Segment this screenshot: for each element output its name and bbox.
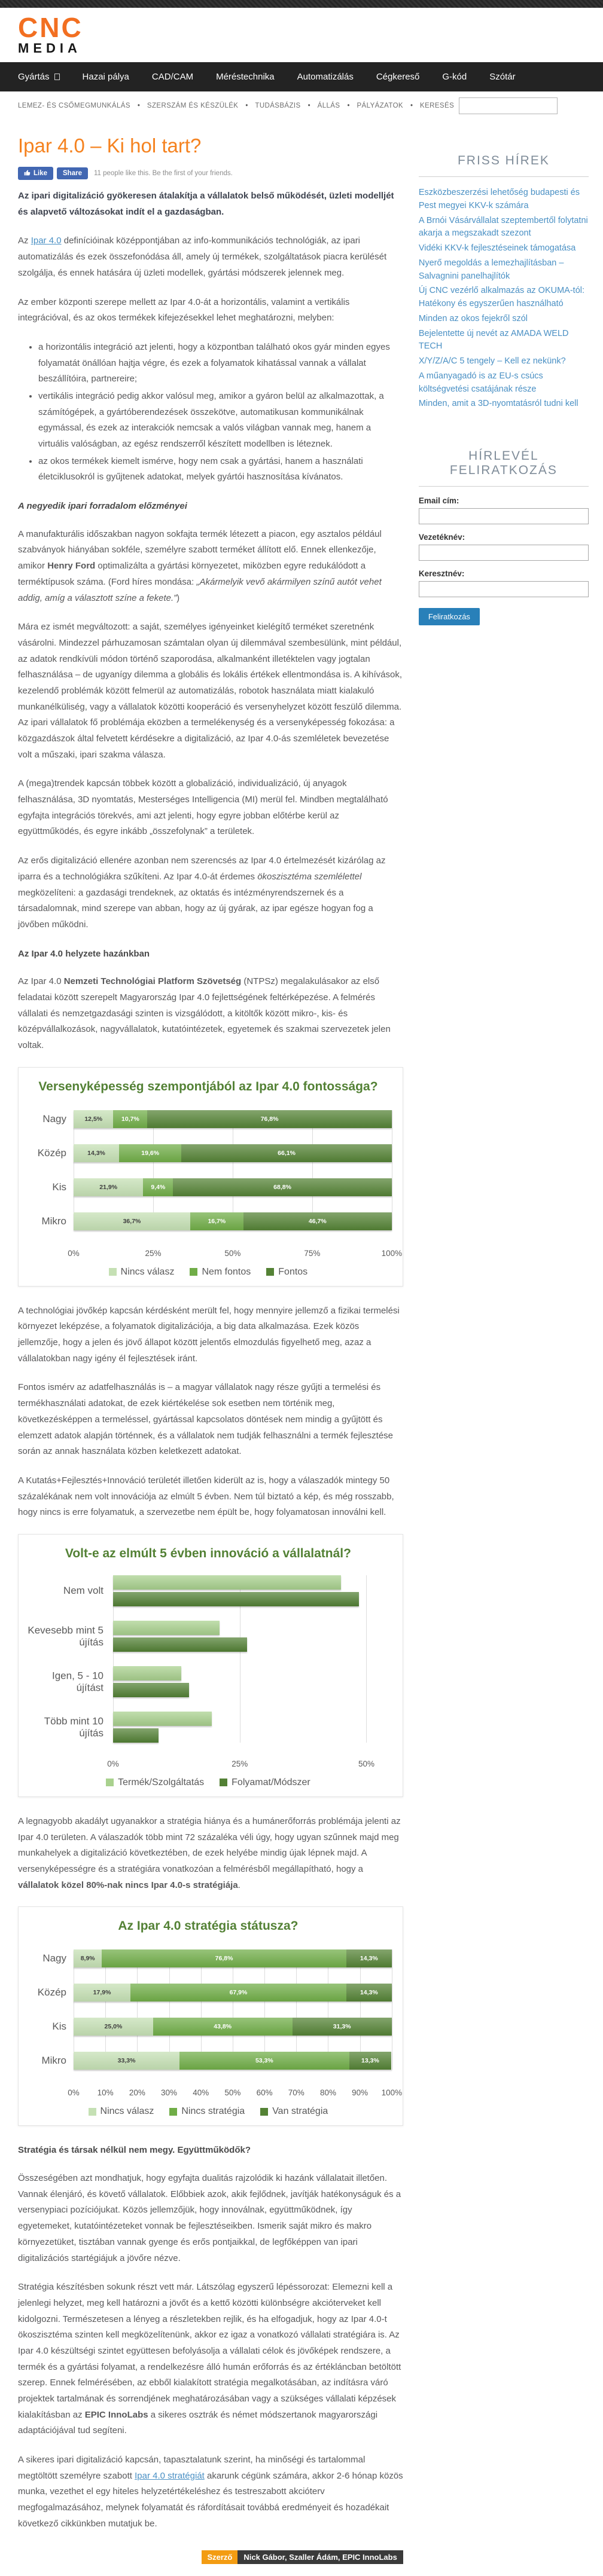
bar-value-label: 10,7% <box>121 1115 139 1123</box>
x-tick-label: 10% <box>97 2088 114 2098</box>
text-segment: ) <box>176 592 180 603</box>
bullet-separator: • <box>307 102 310 110</box>
nav-item-0[interactable] <box>18 72 60 82</box>
nav-item-4[interactable] <box>297 72 354 82</box>
chart-row <box>52 2018 392 2036</box>
facebook-social-row <box>18 167 403 180</box>
legend-item <box>106 1777 204 1788</box>
bar-value-label: 12,5% <box>84 1115 103 1123</box>
news-link-2[interactable]: Vidéki KKV-k fejlesztéseinek támogatása <box>418 243 576 253</box>
bar-value-label: 67,9% <box>229 1989 248 1997</box>
legend-item <box>260 2106 328 2117</box>
text-segment: Az ember központi szerepe mellett az Ipar 4.0-át a horizontális, valamint a vertikális integrációval, és az okos termékek kifejezésekkel lehet meghatározni, melyben: <box>18 297 350 323</box>
legend-item <box>89 2106 154 2117</box>
text-segment: Mára ez ismét megváltozott: a saját, személyes igényeinket kielégítő terméket szeretnénk vásárolni. Mindezzel párhuzamosan számtalan olyan új dilemmával szembesülünk, mint például, az adatok rendkívüli módon történő szaporodása, alkalmanként illetéktelen vagy jogtalan felhasználása – de ugyanígy dilemma a globális és lokális értékek ellentmondása is. A kihívások, kezelendő problémák között felmerül az automatizálás, robotok használata miatt kialakuló munkanélküliség, vagy a vállalatok közötti kooperáció és versenyhelyzet között feszülő dilemma. Az ipari vállalatok fő problémája eközben a termelékenység és a versenyképesség fokozása: a közgazdászok által felvetett kérdésekre a digitalizáció, az Ipar 4.0-ás szemléletek bevezetése volt a műszaki, ipari szakma válasza. <box>18 622 403 760</box>
bar-value-label: 53,3% <box>255 2057 273 2065</box>
bar <box>113 1683 189 1697</box>
text-segment: Összeségében azt mondhatjuk, hogy egyfajta dualitás rajzolódik ki hazánk vállalatait illetően. Vannak élenjáró, és követő vállalatok. Előbbiek azok, akik fejlődnek, javítják hatékonyságuk és a versenypiaci pozíciójukat. Közös jellemzőjük, hogy innoválnak, együttműködnek, így egyetemeket, kutatóintézeteket vonnak be fejlesztéseikben. Ismerik saját mikro és makro környezetüket, tisztában vannak gyenge és erős pontjaikkal, de legfőképpen van ipari digitalizációs startégiájuk a jövőre nézve. <box>18 2173 401 2263</box>
newsletter-field-label: Vezetéknév: <box>418 533 465 542</box>
x-tick-label: 50% <box>224 2088 241 2098</box>
x-tick-label: 50% <box>224 1248 241 1258</box>
bar-value-label: 25,0% <box>104 2023 123 2031</box>
news-link-3[interactable]: Nyerő megoldás a lemezhajlításban – Salvagnini panelhajlítók <box>418 258 564 281</box>
bar-segment <box>346 1984 392 2001</box>
text-segment: A technológiai jövőkép kapcsán kérdésként merült fel, hogy mennyire jellemző a fizikai termelési környezet leképzése, a folyamatok digitalizációja, a big data alkalmazása. Ezek közös jellemzője, hogy a jelen és jövő állapot között jelentős elmozdulás figyelhető meg, azaz a vállalatokban nagy igény él fejlesztések iránt. <box>18 1305 400 1364</box>
chart-bar-group <box>63 1575 392 1606</box>
bar <box>113 1621 220 1635</box>
legend-item <box>190 1267 251 1278</box>
bar-segment <box>181 1144 392 1162</box>
bar-value-label: 9,4% <box>151 1183 166 1191</box>
text-segment: ökoszisztéma szemlélettel <box>257 871 362 882</box>
paragraph <box>18 295 403 326</box>
bar-segment <box>119 1144 181 1162</box>
bar-value-label: 17,9% <box>93 1989 111 1997</box>
chart-plot-area <box>37 1949 392 2070</box>
text-segment: A (mega)trendek kapcsán többek között a globalizáció, individualizáció, új anyagok felhasználása, 3D nyomtatás, Mesterséges Intelligencia (MI) merül fel. Mindben megtalálható egyfajta integrációs törekvés, ami azt jelenti, hogy egyre jobban előtérbe kerül az együttműködés, és egyre inkább „összefolynak” a területek. <box>18 778 388 837</box>
nav-item-label: Méréstechnika <box>216 72 275 82</box>
news-link-7[interactable]: X/Y/Z/A/C 5 tengely – Kell ez nekünk? <box>418 356 566 366</box>
bar-value-label: 8,9% <box>80 1955 95 1963</box>
paragraph <box>18 2171 403 2266</box>
category-label: Közép <box>37 1987 66 1999</box>
bar <box>113 1712 212 1726</box>
secondary-navigation <box>0 91 603 119</box>
text-segment: Fontos ismérv az adatfelhasználás is – a magyar vállalatok nagy része gyűjti a termelési és termékhasználati adatokat, de ezek kiértékelése sok esetben nem történik meg, következésképpen a termeléssel, gyártással kapcsolatos döntések nem mindig a gyűjtött és elemzett adatok alapján történnek, és a vállalatok nem tudják felhasználni a termék fejlesztése során az annak használata közben keletkezett adatokat. <box>18 1382 394 1457</box>
chart-legend <box>22 2106 394 2117</box>
newsletter-signup <box>419 449 589 625</box>
paragraph <box>18 1814 403 1893</box>
article-link[interactable]: Ipar 4.0 stratégiát <box>135 2470 205 2481</box>
text-segment: Nemzeti Technológiai Platform Szövetség <box>63 976 242 987</box>
text-segment: Henry Ford <box>47 561 96 572</box>
chart-plot-area <box>37 1110 392 1230</box>
main-navigation <box>0 62 603 91</box>
text-segment: az okos termékek kiemelt ismérve, hogy nem csak a gyártási, hanem a használati életciklusokról is gyűjtenek adatokat, melyek gyártói hasznosítása kívánatos. <box>38 456 363 482</box>
bar-segment <box>153 2018 293 2036</box>
category-label: Kis <box>52 2021 66 2033</box>
stacked-bar <box>74 1178 392 1196</box>
newsletter-input-1[interactable] <box>419 545 589 561</box>
x-tick-label: 100% <box>381 1248 403 1258</box>
paragraph <box>18 527 403 606</box>
nav-item-label: G-kód <box>442 72 467 82</box>
fresh-news-title: FRISS HÍREK <box>457 154 550 168</box>
category-label: Kis <box>52 1181 66 1193</box>
bar-segment <box>74 1110 113 1128</box>
x-tick-label: 60% <box>256 2088 273 2098</box>
bar-segment <box>346 1949 392 1967</box>
divider <box>419 486 589 487</box>
paragraph <box>18 974 403 1053</box>
subnav-item-2[interactable]: TUDÁSBÁZIS <box>255 102 301 110</box>
x-tick-label: 100% <box>381 2088 403 2098</box>
paragraph <box>18 776 403 840</box>
page-title: Ipar 4.0 – Ki hol tart? <box>18 135 202 157</box>
category-label: Közép <box>37 1147 66 1159</box>
news-link-8[interactable]: A műanyagadó is az EU-s csúcs költségvetési csatájának része <box>418 371 543 394</box>
bar-segment <box>349 2052 392 2070</box>
facebook-share-button[interactable] <box>57 167 88 179</box>
x-tick-label: 0% <box>68 2088 80 2098</box>
chart-legend <box>22 1777 394 1788</box>
legend-label: Fontos <box>278 1266 308 1277</box>
x-axis-ticks <box>68 1246 403 1258</box>
x-tick-label: 70% <box>288 2088 304 2098</box>
newsletter-field-label: Email cím: <box>418 496 459 506</box>
nav-item-1[interactable] <box>83 72 129 82</box>
bar <box>113 1666 181 1680</box>
x-tick-label: 20% <box>129 2088 145 2098</box>
bar-value-label: 43,8% <box>214 2023 232 2031</box>
site-header <box>0 8 603 62</box>
legend-swatch <box>190 1268 197 1276</box>
nav-item-2[interactable] <box>152 72 193 82</box>
chart-bar-group <box>51 1666 392 1697</box>
bar <box>113 1637 247 1652</box>
bar-segment <box>74 1178 143 1196</box>
x-tick-label: 90% <box>352 2088 368 2098</box>
text-segment: A legnagyobb akadályt ugyanakkor a stratégia hiánya és a humánerőforrás problémája jelenti az Ipar 4.0 területen. A válaszadók több mint 72 százaléka véli úgy, hogy ugyan szűnnek majd meg munkahelyek a digitalizáció következtében, de ezek helyébe mindig újak lépnek majd. A versenyképességre és a stratégiára vonatkozóan a felmérésből megállapítható, hogy a <box>18 1816 401 1875</box>
category-label: Mikro <box>41 2055 66 2067</box>
bar-value-label: 31,3% <box>333 2023 351 2031</box>
legend-label: Nincs válasz <box>100 2106 154 2117</box>
bar-segment <box>74 1949 102 1967</box>
chart-row <box>42 1110 392 1128</box>
stacked-bar <box>74 2052 392 2070</box>
bar-value-label: 46,7% <box>308 1217 327 1225</box>
nav-item-3[interactable] <box>216 72 275 82</box>
paragraph <box>18 2279 403 2439</box>
legend-swatch <box>266 1268 274 1276</box>
share-label: Share <box>63 170 82 178</box>
text-segment: A negyedik ipari forradalom előzményei <box>18 501 187 512</box>
bar-value-label: 16,7% <box>208 1217 226 1225</box>
chart-row <box>41 1212 392 1230</box>
legend-label: Van stratégia <box>272 2106 328 2117</box>
x-axis-ticks <box>107 1757 392 1769</box>
text-segment: Stratégia és társak nélkül nem megy. Együttműködők? <box>18 2145 251 2156</box>
text-segment: „Akármelyik vevő akármilyen színű autót vehet addig, amíg a választott színe a fekete.” <box>18 576 382 603</box>
bar-value-label: 19,6% <box>141 1149 160 1157</box>
list-item <box>38 340 403 387</box>
search-input[interactable] <box>459 97 558 114</box>
legend-item <box>109 1267 175 1278</box>
author-names: Nick Gábor, Szaller Ádám, EPIC InnoLabs <box>237 2550 403 2564</box>
nav-item-label: Automatizálás <box>297 72 354 82</box>
bullet-separator: • <box>137 102 140 110</box>
bar-segment <box>147 1110 391 1128</box>
stacked-bar <box>74 1984 392 2001</box>
nav-item-label: Gyártás <box>18 72 50 82</box>
bar-segment <box>113 1110 147 1128</box>
bar-segment <box>293 2018 392 2036</box>
bar-value-label: 13,3% <box>361 2057 379 2065</box>
chart-title: Volt-e az elmúlt 5 évben innováció a vállalatnál? <box>65 1546 351 1560</box>
bar-value-label: 66,1% <box>278 1149 296 1157</box>
legend-label: Nem fontos <box>202 1266 251 1277</box>
bar-segment <box>243 1212 392 1230</box>
bar-segment <box>74 1144 119 1162</box>
bullet-list <box>18 340 403 485</box>
bar-segment <box>74 1984 130 2001</box>
text-segment: megközelíteni: a gazdasági trendeknek, az oktatás és intézményrendszernek és a társadalomnak, mind szerepe van abban, hogy az új gyárak, az ipar egésze hogyan fog a jövőben működni. <box>18 887 373 930</box>
bar-segment <box>179 2052 349 2070</box>
bar-value-label: 14,3% <box>360 1955 378 1963</box>
article-body <box>18 188 403 2532</box>
newsletter-field-2 <box>419 569 589 597</box>
paragraph <box>18 1303 403 1367</box>
text-segment: optimalizálta a gyártási környezetet, miközben egyre redukálódott a terméktípusok száma. (Ford híres mondása: <box>18 561 366 587</box>
text-segment: Az erős digitalizáció ellenére azonban nem szerencsés az Ipar 4.0 értelmezését kizárólag az iparra és a technológiákra szűkíteni. Az Ipar 4.0-át érdemes <box>18 855 386 882</box>
category-label: Több mint 10 újítás <box>44 1715 103 1738</box>
dropdown-indicator-icon <box>54 74 60 80</box>
text-segment: vállalatok közel 80%-nak nincs Ipar 4.0-s stratégiája <box>18 1880 238 1890</box>
subnav-item-1[interactable]: SZERSZÁM ÉS KÉSZÜLÉK <box>147 102 239 110</box>
legend-label: Termék/Szolgáltatás <box>118 1777 205 1787</box>
newsletter-field-1 <box>419 533 589 561</box>
paragraph <box>18 233 403 281</box>
legend-label: Nincs válasz <box>120 1266 175 1277</box>
category-label: Nem volt <box>63 1585 103 1597</box>
bar-segment <box>74 2052 179 2070</box>
legend-label: Folyamat/Módszer <box>232 1777 310 1787</box>
category-label: Nagy <box>42 1952 66 1964</box>
bar-segment <box>102 1949 346 1967</box>
text-segment: vertikális integráció pedig akkor valósul meg, amikor a gyáron belül az alkalmazottak, a számítógépek, a gyártóberendezések összekötve, automatikusan kommunikálnak egymással, és ezek az interakciók nemcsak a valós világban vannak meg, hanem a virtuális valóságban, az egész rendszerről készített modellben is léteznek. <box>38 390 384 450</box>
news-link-5[interactable]: Minden az okos fejekről szól <box>418 313 528 323</box>
news-link-6[interactable]: Bejelentette új nevét az AMADA WELD TECH <box>418 328 569 352</box>
subnav-item-0[interactable]: LEMEZ- ÉS CSŐMEGMUNKÁLÁS <box>18 102 130 110</box>
paragraph <box>18 853 403 933</box>
chart-title: Versenyképesség szempontjából az Ipar 4.0 fontossága? <box>38 1079 378 1093</box>
list-item <box>38 389 403 453</box>
text-segment: A Kutatás+Fejlesztés+Innováció területét illetően kiderült az is, hogy a válaszadók mintegy 50 százalékának nem volt innovációja az elmúlt 5 évben. Nem túl biztató a kép, és még rosszabb, hogy nincs is erre folyamatuk, a szervezetbe nem épült be, hogy folyamatosan innoválni kell. <box>18 1475 394 1518</box>
bar-value-label: 21,9% <box>99 1183 118 1191</box>
subnav-item-5[interactable]: KERESÉS <box>420 102 455 110</box>
text-segment: A manufakturális időszakban nagyon sokfajta termék létezett a piacon, egy asztalos például szabványok hiányában sokféle, személyre szabott terméket állított elő. Ennek ellenkezője, amikor <box>18 528 382 572</box>
text-segment: (NTPSz) megalakulásakor az első feladatai között szerepelt Magyarország Ipar 4.0 fejlettségének feltérképezése. A felmérés vállalati és nemzetgazdasági szinten is vizsgálódott, a kitöltők között mikro-, kis- és középvállalkozások, nagyvállalatok, kutatóintézetek, egyetemek és szakmai szervezetek jelen voltak. <box>18 976 391 1051</box>
nav-item-label: Hazai pálya <box>82 72 129 82</box>
category-label: Nagy <box>42 1113 66 1124</box>
nav-item-6[interactable] <box>442 72 467 82</box>
x-tick-label: 50% <box>358 1759 374 1768</box>
text-segment: A sikeres ipari digitalizáció kapcsán, tapasztalatunk szerint, ha minőségi és tartalommal megtöltött személyre szabott <box>18 2455 366 2481</box>
x-tick-label: 40% <box>193 2088 209 2098</box>
x-axis-ticks <box>68 2086 403 2098</box>
like-label: Like <box>34 170 48 178</box>
stacked-bar <box>74 2018 392 2036</box>
chart-1 <box>18 1534 403 1797</box>
legend-swatch <box>220 1779 227 1786</box>
author-row <box>18 2550 403 2564</box>
newsletter-fields <box>419 496 589 597</box>
chart-title: Az Ipar 4.0 stratégia státusza? <box>118 1919 299 1933</box>
x-tick-label: 75% <box>304 1248 321 1258</box>
newsletter-title: HÍRLEVÉL FELIRATKOZÁS <box>449 449 558 478</box>
nav-item-label: Szótár <box>489 72 516 82</box>
legend-swatch <box>260 2108 268 2116</box>
paragraph <box>18 1380 403 1459</box>
chart-row <box>52 1178 392 1196</box>
category-label: Mikro <box>41 1215 66 1227</box>
bar <box>113 1592 359 1606</box>
subnav-item-4[interactable]: PÁLYÁZATOK <box>357 102 403 110</box>
category-label: Igen, 5 - 10 újítást <box>51 1670 103 1693</box>
stacked-bar <box>74 1949 392 1967</box>
x-tick-label: 0% <box>107 1759 119 1768</box>
bar <box>113 1728 159 1743</box>
logo-media-text: MEDIA <box>18 41 81 56</box>
text-segment: . <box>237 1880 240 1890</box>
article-column <box>18 119 403 2575</box>
chart-bar-group <box>44 1712 392 1743</box>
section-heading <box>18 2143 403 2159</box>
cnc-media-logo[interactable] <box>18 12 603 56</box>
text-segment: Az Ipar 4.0 helyzete hazánkban <box>18 948 150 959</box>
newsletter-input-0[interactable] <box>419 508 589 524</box>
subnav-item-3[interactable]: ÁLLÁS <box>317 102 340 110</box>
nav-item-label: Cégkereső <box>376 72 420 82</box>
bullet-separator: • <box>410 102 413 110</box>
bar-segment <box>143 1178 173 1196</box>
nav-item-7[interactable] <box>489 72 515 82</box>
chart-bar-group <box>28 1621 392 1652</box>
newsletter-field-0 <box>419 496 589 524</box>
stacked-bar <box>74 1144 392 1162</box>
bullet-separator: • <box>245 102 248 110</box>
article-link[interactable]: Ipar 4.0 <box>31 236 62 246</box>
news-link-1[interactable]: A Brnói Vásárvállalat szeptembertől folytatni akarja a megszakadt szezont <box>418 215 588 239</box>
divider <box>419 176 589 177</box>
chart-0 <box>18 1067 403 1287</box>
text-segment: Az ipari digitalizáció gyökeresen átalakítja a vállalatok belső működését, üzleti modelljét és alapvető változásokat indít el a gazdaságban. <box>18 191 394 217</box>
text-segment: a horizontális integráció azt jelenti, hogy a központban található okos gyár minden egyes folyamatát önállóan hajtja végre, és ezek a folyamatok kihatással vannak a vállalat beszállítóira, partnereire; <box>38 341 390 384</box>
sidebar <box>419 119 589 2575</box>
stacked-bar <box>74 1212 392 1230</box>
bar-value-label: 14,3% <box>87 1149 105 1157</box>
newsletter-input-2[interactable] <box>419 581 589 597</box>
legend-item <box>169 2106 245 2117</box>
news-link-0[interactable]: Eszközbeszerzési lehetőség budapesti és Pest megyei KKV-k számára <box>418 188 580 210</box>
top-texture-strip <box>0 0 603 8</box>
newsletter-field-label: Keresztnév: <box>418 569 465 579</box>
news-link-9[interactable]: Minden, amit a 3D-nyomtatásról tudni kell <box>418 399 578 409</box>
chart-2 <box>18 1906 403 2126</box>
bar-value-label: 36,7% <box>123 1217 141 1225</box>
facebook-like-button[interactable] <box>18 167 53 180</box>
text-segment: akarunk cégünk számára, akkor 2-6 hónap közös munka, vezethet el egy hiteles helyzetértékeléshez és testreszabott akcióterv megfogalmazásához, melynek folyamatát és ráfordításait továbbá eredményeit és hozadékait következő cikkünkben mutatjuk be. <box>18 2470 403 2529</box>
x-tick-label: 25% <box>232 1759 248 1768</box>
bar-segment <box>173 1178 392 1196</box>
thumbs-up-icon <box>24 169 31 178</box>
subscribe-button[interactable]: Feliratkozás <box>419 608 480 625</box>
bar-value-label: 33,3% <box>117 2057 136 2065</box>
x-tick-label: 30% <box>161 2088 178 2098</box>
bar-segment <box>130 1984 346 2001</box>
paragraph <box>18 619 403 763</box>
text-segment: EPIC InnoLabs <box>84 2409 148 2420</box>
section-heading <box>18 946 403 962</box>
paragraph <box>18 188 403 220</box>
x-tick-label: 80% <box>319 2088 336 2098</box>
bar-value-label: 68,8% <box>273 1183 291 1191</box>
nav-item-5[interactable] <box>376 72 420 82</box>
legend-label: Nincs stratégia <box>181 2106 245 2117</box>
paragraph <box>18 2452 403 2532</box>
fresh-news-list <box>419 187 589 411</box>
bar-segment <box>190 1212 243 1230</box>
text-segment: Stratégia készítésben sokunk részt vett már. Látszólag egyszerű lépéssorozat: Elemezni kell a jelenlegi helyzet, meg kell határozni a jövőt és a kettő közötti különbségre akcióterveket kell kidolgozni. Természetesen a lényeg a részletekben rejlik, és ha elfogadjuk, hogy az Ipar 4.0-t ökoszisztéma szinten kell megközelítenünk, akkor ez igaz a vonatkozó vállalati stratégiára is. Az Ipar 4.0 készültségi szintet együttesen befolyásolja a vállalati célok és jövőképek rendszere, a termék és a gyártási folyamat, a rendelkezésre álló humán erőforrás és az értékláncban betöltött szerep. Ennek felmérésében, az ebből kialakított stratégia megalkotásában, az indításra váró projektek tartalmának és sorrendjének meghatározásában vagy a szükséges vállalati képzések kialakításban az <box>18 2282 401 2420</box>
nav-item-label: CAD/CAM <box>151 72 194 82</box>
legend-swatch <box>89 2108 96 2116</box>
text-segment: Az Ipar 4.0 <box>18 976 64 987</box>
bar-segment <box>74 1212 190 1230</box>
x-tick-label: 0% <box>68 1248 80 1258</box>
paragraph <box>18 1473 403 1521</box>
section-heading <box>18 499 403 515</box>
text-segment: definícióinak középpontjában az info-kommunikációs technológiák, az ipari automatizálás és ezek összefonódása áll, amely új termékek, szolgáltatások piacra kerülését szolgálja, és ennek hatására új üzleti modellek, gyártási módszerek jelennek meg. <box>18 236 387 278</box>
list-item <box>38 454 403 485</box>
bar-value-label: 76,8% <box>215 1955 233 1963</box>
news-link-4[interactable]: Új CNC vezérlő alkalmazás az OKUMA-tól: Hatékony és egyszerűen használható <box>418 286 585 309</box>
chart-plot-area <box>28 1575 392 1743</box>
bullet-separator: • <box>347 102 350 110</box>
text-segment: a sikeres osztrák és német módszertanok magyarországi adaptációjával tud segíteni. <box>18 2409 378 2436</box>
logo-cnc-text: CNC <box>18 12 83 43</box>
facebook-caption: 11 people like this. Be the first of your friends. <box>93 170 233 178</box>
chart-row <box>37 1984 392 2001</box>
stacked-bar <box>74 1110 392 1128</box>
x-tick-label: 25% <box>145 1248 162 1258</box>
bar-value-label: 76,8% <box>260 1115 279 1123</box>
chart-legend <box>22 1267 394 1278</box>
legend-item <box>220 1777 310 1788</box>
bar-value-label: 14,3% <box>360 1989 378 1997</box>
text-segment: Az <box>18 236 31 246</box>
chart-row <box>41 2052 392 2070</box>
legend-swatch <box>169 2108 177 2116</box>
author-badge: Szerző <box>202 2550 237 2564</box>
bar <box>113 1575 341 1590</box>
chart-row <box>42 1949 392 1967</box>
chart-row <box>37 1144 392 1162</box>
category-label: Kevesebb mint 5 újítás <box>28 1624 103 1648</box>
legend-swatch <box>109 1268 117 1276</box>
legend-swatch <box>106 1779 114 1786</box>
legend-item <box>266 1267 307 1278</box>
bar-segment <box>74 2018 153 2036</box>
